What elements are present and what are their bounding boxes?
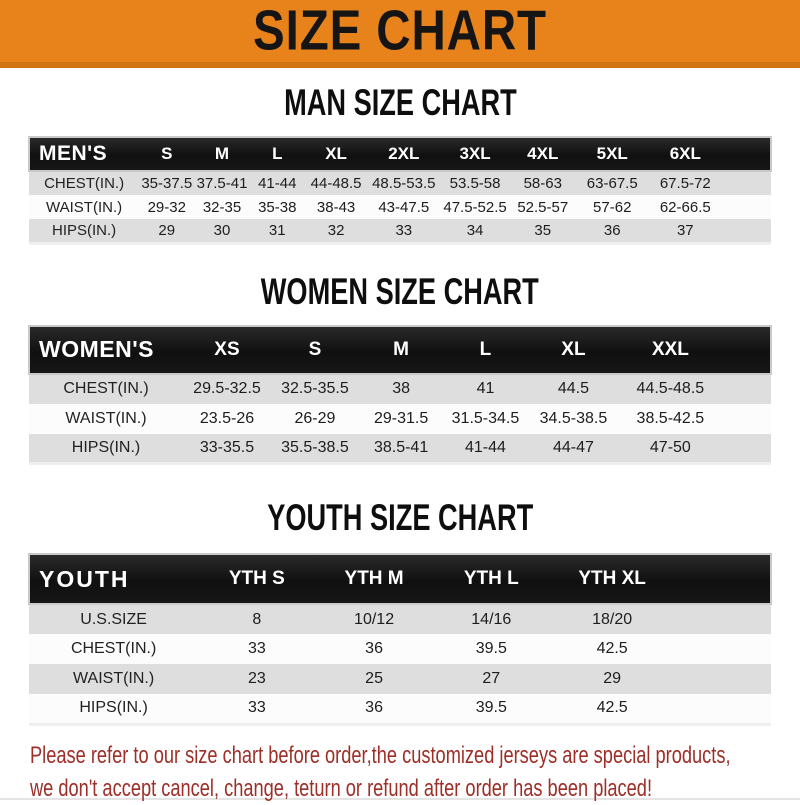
charts-container bbox=[0, 84, 800, 726]
banner-title: SIZE CHART bbox=[253, 0, 547, 63]
size-table bbox=[28, 136, 772, 245]
spacer-cell bbox=[674, 604, 771, 634]
measurement-value: 32 bbox=[327, 221, 345, 239]
measurement-value: 47-50 bbox=[649, 438, 691, 456]
measurement-value: 38-43 bbox=[316, 198, 356, 216]
measurement-value: 41-44 bbox=[258, 175, 297, 192]
measurement-row bbox=[29, 694, 771, 724]
size-section bbox=[28, 270, 772, 466]
measurement-value: 52.5-57 bbox=[517, 198, 569, 216]
measurement-value: 37.5-41 bbox=[196, 175, 248, 192]
section-heading-text: YOUTH SIZE CHART bbox=[267, 497, 533, 539]
table-header-label: WOMEN'S bbox=[29, 326, 183, 374]
size-column-header: XL bbox=[305, 137, 367, 171]
footer-notice bbox=[0, 739, 800, 805]
size-column-header: S bbox=[271, 326, 359, 374]
size-table bbox=[28, 325, 772, 466]
size-column-header: M bbox=[359, 326, 443, 374]
size-column-header: YTH L bbox=[433, 554, 550, 604]
measurement-row bbox=[29, 219, 771, 243]
measurement-value: 31 bbox=[268, 221, 286, 239]
size-column-header: YTH M bbox=[315, 554, 432, 604]
measurement-value: 36 bbox=[365, 699, 383, 717]
measurement-value: 38.5-41 bbox=[373, 438, 429, 456]
size-section bbox=[28, 499, 772, 726]
measurement-label: WAIST(IN.) bbox=[46, 198, 123, 216]
spacer-cell bbox=[722, 434, 772, 464]
measurement-row bbox=[29, 664, 771, 694]
spacer-cell bbox=[674, 694, 771, 724]
measurement-value: 38.5-42.5 bbox=[636, 409, 705, 427]
size-column-header: 5XL bbox=[576, 137, 649, 171]
measurement-value: 63-67.5 bbox=[586, 175, 638, 192]
measurement-value: 58-63 bbox=[523, 175, 562, 192]
measurement-row bbox=[29, 434, 771, 464]
measurement-value: 57-62 bbox=[593, 198, 632, 216]
size-table bbox=[28, 553, 772, 726]
measurement-value: 33-35.5 bbox=[199, 438, 255, 456]
size-column-header: 4XL bbox=[510, 137, 576, 171]
measurement-label: U.S.SIZE bbox=[80, 610, 147, 628]
measurement-value: 47.5-52.5 bbox=[443, 198, 507, 216]
measurement-value: 67.5-72 bbox=[659, 175, 711, 192]
measurement-value: 23 bbox=[247, 670, 266, 687]
measurement-value: 26-29 bbox=[294, 409, 336, 427]
measurement-value: 27 bbox=[482, 670, 501, 687]
measurement-value: 18/20 bbox=[592, 610, 633, 628]
size-column-header: S bbox=[139, 137, 194, 171]
measurement-value: 33 bbox=[247, 640, 266, 657]
section-heading-text: WOMEN SIZE CHART bbox=[260, 270, 540, 313]
spacer-cell bbox=[722, 326, 772, 374]
measurement-value: 36 bbox=[365, 640, 383, 657]
measurement-label: HIPS(IN.) bbox=[51, 221, 117, 239]
measurement-value: 39.5 bbox=[475, 640, 507, 657]
section-heading bbox=[28, 499, 772, 537]
size-column-header: YTH S bbox=[198, 554, 315, 604]
size-column-header: XL bbox=[528, 326, 620, 374]
measurement-value: 14/16 bbox=[471, 610, 512, 628]
measurement-label: HIPS(IN.) bbox=[71, 438, 141, 456]
notice-line-1-text: Please refer to our size chart before order,the customized jerseys are special products, bbox=[30, 741, 731, 769]
measurement-value: 35-38 bbox=[258, 198, 297, 216]
measurement-value: 29.5-32.5 bbox=[193, 380, 261, 397]
size-column-header: XXL bbox=[619, 326, 721, 374]
measurement-value: 35-37.5 bbox=[141, 175, 193, 192]
measurement-value: 38 bbox=[392, 380, 410, 397]
measurement-value: 44-47 bbox=[552, 438, 594, 456]
measurement-value: 42.5 bbox=[596, 699, 628, 717]
table-header-row bbox=[29, 137, 771, 171]
measurement-value: 31.5-34.5 bbox=[451, 409, 520, 427]
measurement-value: 8 bbox=[252, 610, 262, 628]
measurement-value: 25 bbox=[365, 670, 383, 687]
size-column-header: 6XL bbox=[649, 137, 722, 171]
measurement-row bbox=[29, 171, 771, 195]
table-header-row bbox=[29, 326, 771, 374]
section-heading-text: MAN SIZE CHART bbox=[283, 82, 517, 124]
measurement-row bbox=[29, 195, 771, 219]
measurement-value: 42.5 bbox=[596, 640, 628, 657]
measurement-label: CHEST(IN.) bbox=[70, 640, 157, 657]
table-header-label: YOUTH bbox=[29, 554, 198, 604]
notice-line-1 bbox=[30, 739, 800, 772]
banner bbox=[0, 0, 800, 68]
measurement-label: CHEST(IN.) bbox=[63, 380, 149, 397]
measurement-value: 34.5-38.5 bbox=[539, 409, 608, 427]
measurement-value: 53.5-58 bbox=[449, 175, 501, 192]
spacer-cell bbox=[722, 171, 771, 195]
measurement-value: 29-31.5 bbox=[373, 409, 429, 427]
spacer-cell bbox=[674, 664, 771, 694]
measurement-label: CHEST(IN.) bbox=[44, 175, 125, 192]
measurement-value: 34 bbox=[466, 221, 484, 239]
measurement-row bbox=[29, 604, 771, 634]
notice-line-2-text: we don't accept cancel, change, teturn or refund after order has been placed! bbox=[30, 774, 653, 802]
measurement-value: 36 bbox=[603, 221, 621, 239]
spacer-cell bbox=[722, 219, 771, 243]
measurement-row bbox=[29, 374, 771, 404]
spacer-cell bbox=[722, 374, 772, 404]
spacer-cell bbox=[722, 404, 772, 434]
measurement-value: 29 bbox=[603, 670, 622, 687]
measurement-row bbox=[29, 634, 771, 664]
measurement-value: 32-35 bbox=[202, 198, 242, 216]
measurement-value: 44-48.5 bbox=[310, 175, 362, 192]
measurement-value: 23.5-26 bbox=[199, 409, 255, 427]
size-column-header: YTH XL bbox=[550, 554, 674, 604]
measurement-label: HIPS(IN.) bbox=[79, 699, 148, 717]
measurement-value: 48.5-53.5 bbox=[372, 175, 436, 192]
spacer-cell bbox=[674, 554, 771, 604]
spacer-cell bbox=[722, 137, 771, 171]
measurement-value: 33 bbox=[395, 221, 413, 239]
measurement-label: WAIST(IN.) bbox=[73, 670, 155, 687]
measurement-value: 32.5-35.5 bbox=[281, 380, 349, 397]
size-column-header: M bbox=[194, 137, 249, 171]
size-section bbox=[28, 84, 772, 245]
spacer-cell bbox=[722, 195, 771, 219]
measurement-value: 44.5 bbox=[557, 380, 589, 397]
size-column-header: 2XL bbox=[367, 137, 440, 171]
size-column-header: L bbox=[443, 326, 527, 374]
table-header-row bbox=[29, 554, 771, 604]
measurement-value: 10/12 bbox=[354, 610, 395, 628]
section-heading bbox=[28, 270, 772, 313]
measurement-value: 41-44 bbox=[465, 438, 506, 456]
measurement-row bbox=[29, 404, 771, 434]
measurement-value: 37 bbox=[676, 221, 694, 239]
size-column-header: XS bbox=[183, 326, 271, 374]
measurement-value: 39.5 bbox=[475, 699, 507, 717]
table-header-label: MEN'S bbox=[29, 137, 139, 171]
measurement-value: 33 bbox=[247, 699, 266, 717]
measurement-value: 35.5-38.5 bbox=[281, 438, 349, 456]
size-column-header: 3XL bbox=[440, 137, 509, 171]
section-heading bbox=[28, 84, 772, 122]
measurement-value: 29-32 bbox=[147, 198, 186, 216]
measurement-value: 43-47.5 bbox=[378, 198, 430, 216]
measurement-value: 30 bbox=[213, 221, 231, 239]
measurement-value: 29 bbox=[158, 221, 176, 239]
measurement-value: 41 bbox=[476, 380, 495, 397]
measurement-value: 44.5-48.5 bbox=[636, 380, 705, 397]
size-column-header: L bbox=[250, 137, 305, 171]
spacer-cell bbox=[674, 634, 771, 664]
measurement-value: 62-66.5 bbox=[659, 198, 711, 216]
measurement-label: WAIST(IN.) bbox=[65, 409, 147, 427]
measurement-value: 35 bbox=[534, 221, 552, 239]
